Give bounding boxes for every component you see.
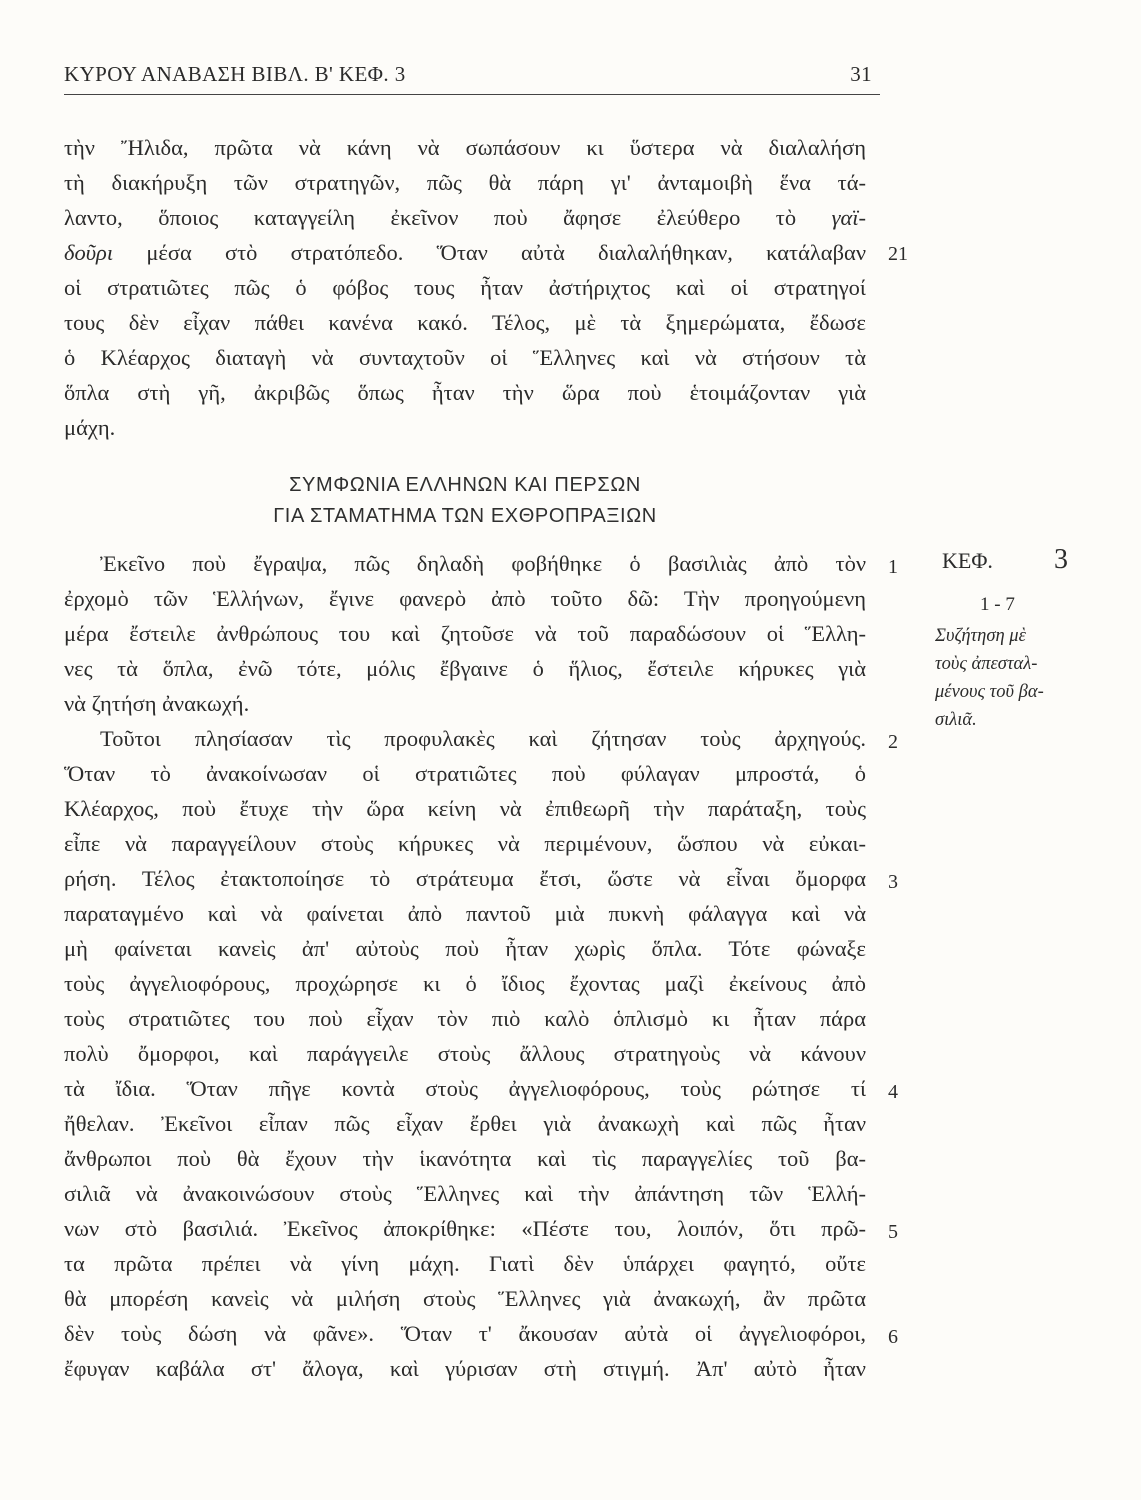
text-segment: μέσα στὸ στρατόπεδο. Ὅταν αὐτὰ διαλαλήθηκαν, κατάλαβαν [146,240,866,265]
text-line: μὴ φαίνεται κανεὶς ἀπ' αὐτοὺς ποὺ ἦταν χωρὶς ὅπλα. Τότε φώναξε [64,936,866,961]
text-line: Κλέαρχος, ποὺ ἔτυχε τὴν ὥρα κείνη νὰ ἐπιθεωρῆ τὴν παράταξη, τοὺς [64,796,866,821]
text-line: νες τὰ ὅπλα, ἐνῶ τότε, μόλις ἔβγαινε ὁ ἥλιος, ἔστειλε κήρυκες γιὰ [64,656,866,681]
section-number: 3 [888,871,898,893]
text-line: ἄνθρωποι ποὺ θὰ ἔχουν τὴν ἱκανότητα καὶ τὶς παραγγελίες τοῦ βα- [64,1146,866,1171]
text-line: εἶπε νὰ παραγγείλουν στοὺς κήρυκες νὰ περιμένουν, ὥσπου νὰ εὐκαι- [64,831,866,856]
section-heading [64,470,866,532]
text-line: ὅπλα στὴ γῆ, ἀκριβῶς ὅπως ἦταν τὴν ὥρα ποὺ ἑτοιμάζονταν γιὰ [64,380,866,405]
margin-chapter-label: ΚΕΦ. [942,548,993,573]
text-line: ἔφυγαν καβάλα στ' ἄλογα, καὶ γύρισαν στὴ στιγμή. Ἀπ' αὐτὸ ἦταν [64,1356,866,1381]
margin-note-line: τοὺς ἀπεσταλ- [935,654,1038,674]
text-line: τα πρῶτα πρέπει νὰ γίνη μάχη. Γιατὶ δὲν ὑπάρχει φαγητό, οὔτε [64,1251,866,1276]
text-line: Τοῦτοι πλησίασαν τὶς προφυλακὲς καὶ ζήτησαν τοὺς ἀρχηγούς. [100,726,866,751]
paragraph-2 [64,546,866,1386]
text-line: δὲν τοὺς δώση νὰ φᾶνε». Ὅταν τ' ἄκουσαν αὐτὰ οἱ ἀγγελιοφόροι, [64,1321,866,1346]
text-line: τοὺς ἀγγελιοφόρους, προχώρησε κι ὁ ἴδιος ἔχοντας μαζὶ ἐκείνους ἀπὸ [64,971,866,996]
text-line: τους δὲν εἶχαν πάθει κανένα κακό. Τέλος, μὲ τὰ ξημερώματα, ἔδωσε [64,310,866,335]
page-number: 31 [850,62,872,86]
margin-summary-note [935,622,1085,734]
section-number: 21 [888,243,908,265]
margin-note-line: σιλιᾶ. [935,710,977,730]
text-segment: λαντο, ὅποιος καταγγείλη ἐκεῖνον ποὺ ἄφησε ἐλεύθερο τὸ [64,205,797,230]
text-line: Ὅταν τὸ ἀνακοίνωσαν οἱ στρατιῶτες ποὺ φύλαγαν μπροστά, ὁ [64,761,866,786]
text-line: νὰ ζητήση ἀνακωχή. [64,691,250,716]
heading-line: ΣΥΜΦΩΝΙΑ ΕΛΛΗΝΩΝ ΚΑΙ ΠΕΡΣΩΝ [289,474,641,496]
section-number: 6 [888,1326,898,1348]
section-number: 2 [888,731,898,753]
text-line: ρήση. Τέλος ἐτακτοποίησε τὸ στράτευμα ἔτσι, ὥστε νὰ εἶναι ὄμορφα [64,866,866,891]
heading-line: ΓΙΑ ΣΤΑΜΑΤΗΜΑ ΤΩΝ ΕΧΘΡΟΠΡΑΞΙΩΝ [273,505,657,527]
header-title: ΚΥΡΟΥ ΑΝΑΒΑΣΗ ΒΙΒΛ. Β' ΚΕΦ. 3 [64,62,406,86]
margin-note-line: Συζήτηση μὲ [935,626,1026,646]
text-line: σιλιᾶ νὰ ἀνακοινώσουν στοὺς Ἕλληνες καὶ τὴν ἀπάντηση τῶν Ἑλλή- [64,1181,866,1206]
text-line: τοὺς στρατιῶτες του ποὺ εἶχαν τὸν πιὸ καλὸ ὁπλισμὸ κι ἦταν πάρα [64,1006,866,1031]
text-line: θὰ μπορέση κανεὶς νὰ μιλήση στοὺς Ἕλληνες γιὰ ἀνακωχή, ἂν πρῶτα [64,1286,866,1311]
text-line: ἤθελαν. Ἐκεῖνοι εἶπαν πῶς εἶχαν ἔρθει γιὰ ἀνακωχὴ καὶ πῶς ἦταν [64,1111,866,1136]
text-line: οἱ στρατιῶτες πῶς ὁ φόβος τους ἦταν ἀστήριχτος καὶ οἱ στρατηγοί [64,275,866,300]
text-line: τὰ ἴδια. Ὅταν πῆγε κοντὰ στοὺς ἀγγελιοφόρους, τοὺς ρώτησε τί [64,1076,866,1101]
margin-chapter-number: 3 [1054,544,1068,575]
section-number: 1 [888,556,898,578]
margin-section-range: 1 - 7 [980,594,1015,615]
running-header [64,60,880,95]
text-line: μέρα ἔστειλε ἀνθρώπους του καὶ ζητοῦσε νὰ τοῦ παραδώσουν οἱ Ἕλλη- [64,621,866,646]
text-line: Ἐκεῖνο ποὺ ἔγραψα, πῶς δηλαδὴ φοβήθηκε ὁ βασιλιὰς ἀπὸ τὸν [100,551,866,576]
text-line: πολὺ ὄμορφοι, καὶ παράγγειλε στοὺς ἄλλους στρατηγοὺς νὰ κάνουν [64,1041,866,1066]
text-line [64,235,866,270]
text-line: ὁ Κλέαρχος διαταγὴ νὰ συνταχτοῦν οἱ Ἕλληνες καὶ νὰ στήσουν τὰ [64,345,866,370]
italic-word: δοῦρι [64,240,114,265]
margin-note-line: μένους τοῦ βα- [935,682,1044,702]
paragraph-1 [64,130,866,445]
text-line [64,200,866,235]
text-line: νων στὸ βασιλιά. Ἐκεῖνος ἀποκρίθηκε: «Πέστε του, λοιπόν, ὅτι πρῶ- [64,1216,866,1241]
section-number: 4 [888,1081,898,1103]
text-line: τὴν Ἤλιδα, πρῶτα νὰ κάνη νὰ σωπάσουν κι ὕστερα νὰ διαλαλήση [64,135,866,160]
text-line: ἐρχομὸ τῶν Ἑλλήνων, ἔγινε φανερὸ ἀπὸ τοῦτο δῶ: Τὴν προηγούμενη [64,586,866,611]
italic-word: γαϊ- [831,205,866,230]
section-number: 5 [888,1221,898,1243]
text-line: παραταγμένο καὶ νὰ φαίνεται ἀπὸ παντοῦ μιὰ πυκνὴ φάλαγγα καὶ νὰ [64,901,866,926]
text-line: τὴ διακήρυξη τῶν στρατηγῶν, πῶς θὰ πάρη γι' ἀνταμοιβὴ ἕνα τά- [64,170,866,195]
text-line: μάχη. [64,415,116,440]
